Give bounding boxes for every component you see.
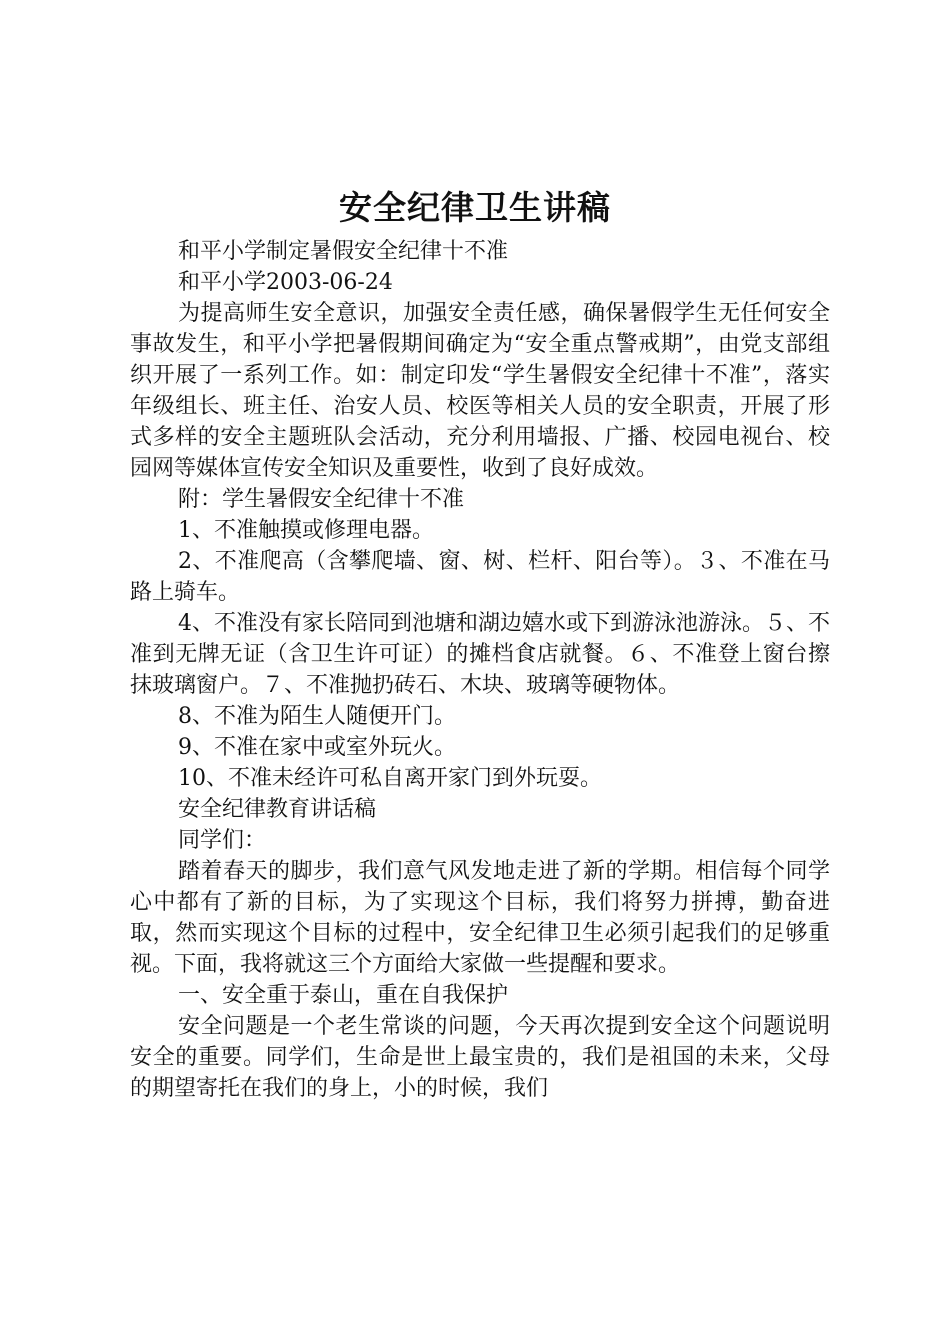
paragraph: 9、不准在家中或室外玩火。: [178, 735, 456, 760]
paragraph: 踏着春天的脚步，我们意气风发地走进了新的学期。相信每个同学心中都有了新的目标，为了实现这个目标，我们将努力拼搏，勤奋进取，然而实现这个目标的过程中，安全纪律卫生必须引起我们的足够重视。下面，我将就这三个方面给大家做一些提醒和要求。: [130, 859, 830, 977]
paragraph: 1、不准触摸或修理电器。: [178, 518, 434, 543]
document-body: [130, 236, 830, 1104]
paragraph: 4、不准没有家长陪同到池塘和湖边嬉水或下到游泳池游泳。５、不准到无牌无证（含卫生许可证）的摊档食店就餐。６、不准登上窗台擦抹玻璃窗户。７、不准抛扔砖石、木块、玻璃等硬物体。: [130, 611, 830, 698]
paragraph: 2、不准爬高（含攀爬墙、窗、树、栏杆、阳台等）。３、不准在马路上骑车。: [130, 549, 830, 605]
paragraph: 安全纪律教育讲话稿: [178, 797, 377, 822]
paragraph: 和平小学制定暑假安全纪律十不准: [178, 239, 509, 264]
paragraph: 安全问题是一个老生常谈的问题，今天再次提到安全这个问题说明安全的重要。同学们，生命是世上最宝贵的，我们是祖国的未来，父母的期望寄托在我们的身上，小的时候，我们: [130, 1014, 830, 1101]
paragraph: 一、安全重于泰山，重在自我保护: [178, 983, 509, 1008]
paragraph: 为提高师生安全意识，加强安全责任感，确保暑假学生无任何安全事故发生，和平小学把暑假期间确定为“安全重点警戒期”，由党支部组织开展了一系列工作。如：制定印发“学生暑假安全纪律十不准”，落实年级组长、班主任、治安人员、校医等相关人员的安全职责，开展了形式多样的安全主题班队会活动，充分利用墙报、广播、校园电视台、校园网等媒体宣传安全知识及重要性，收到了良好成效。: [130, 301, 830, 481]
paragraph: 附：学生暑假安全纪律十不准: [178, 487, 465, 512]
paragraph: 和平小学2003-06-24: [178, 270, 393, 295]
document-title: 安全纪律卫生讲稿: [339, 188, 611, 227]
paragraph: 10、不准未经许可私自离开家门到外玩耍。: [178, 766, 602, 791]
paragraph: 8、不准为陌生人随便开门。: [178, 704, 456, 729]
paragraph: 同学们：: [178, 828, 267, 853]
